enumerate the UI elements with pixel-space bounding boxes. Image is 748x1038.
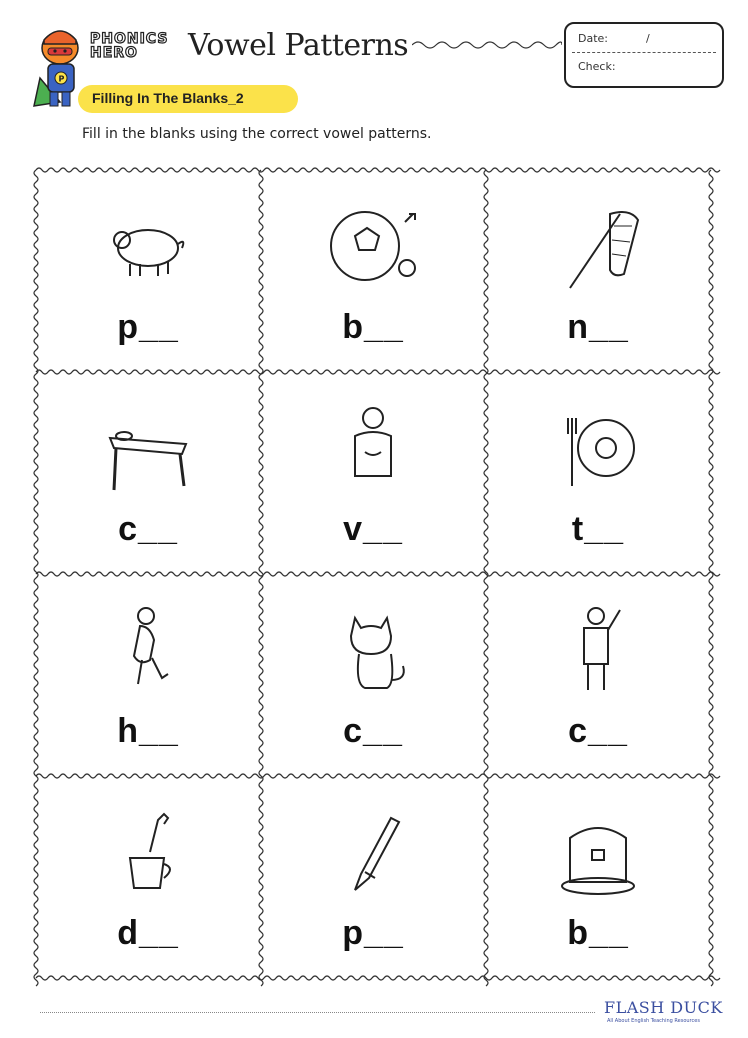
wavy-border [709,170,713,986]
blank-word[interactable]: n__ [567,308,629,346]
blank-word[interactable]: d__ [117,914,179,952]
blank-word[interactable]: p__ [342,914,404,952]
subtitle-text: Filling In The Blanks_2 [92,90,244,106]
blank-word[interactable]: c__ [118,510,178,548]
word-card [263,778,483,974]
cop-icon [550,600,646,696]
pen-icon [325,802,421,898]
brand-name: FLASH DUCK [604,998,723,1017]
word-card [38,576,258,772]
flash-duck-logo [604,998,726,1028]
blank-word[interactable]: t__ [571,510,625,548]
instruction-text: Fill in the blanks using the correct vowel patterns. [82,126,432,142]
page-title: Vowel Patterns [188,28,409,63]
toast-icon [550,398,646,494]
logo-line-1: PHONICS [90,31,169,47]
cat-icon [325,600,421,696]
hop-icon [100,600,196,696]
blank-word[interactable]: p__ [117,308,179,346]
word-card [488,576,708,772]
vet-icon [325,398,421,494]
word-card [263,576,483,772]
word-card [488,778,708,974]
date-slash: / [646,32,650,45]
word-card [488,374,708,570]
word-card [38,778,258,974]
cot-icon [100,398,196,494]
blank-word[interactable]: v__ [343,510,403,548]
pig-icon [100,196,196,292]
footer-dotted-line [40,1012,595,1013]
blank-word[interactable]: h__ [117,712,179,750]
bag-icon [550,802,646,898]
logo-line-2: HERO [90,45,138,61]
blank-word[interactable]: c__ [568,712,628,750]
blank-word[interactable]: b__ [342,308,404,346]
word-card [263,374,483,570]
dip-icon [100,802,196,898]
word-card [38,172,258,368]
word-card [488,172,708,368]
check-label: Check: [578,60,616,73]
word-card [38,374,258,570]
blank-word[interactable]: b__ [567,914,629,952]
ball-icon [325,196,421,292]
net-icon [550,196,646,292]
svg-text:P: P [58,74,65,84]
word-card [263,172,483,368]
brand-tagline: All About English Teaching Resources [607,1018,700,1024]
blank-word[interactable]: c__ [343,712,403,750]
wavy-border [36,976,720,980]
date-label: Date: [578,32,608,45]
